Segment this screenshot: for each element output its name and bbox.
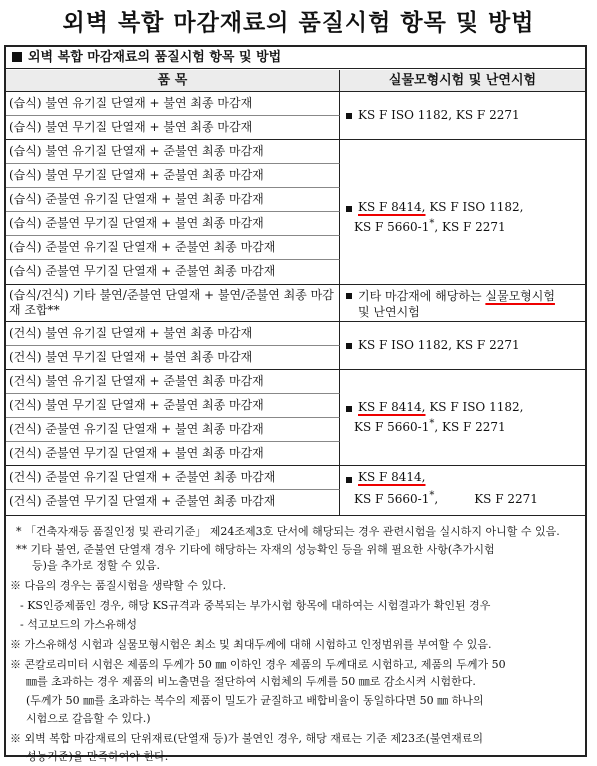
footnote: 등)을 추가로 정할 수 있음. (32, 559, 161, 572)
table-row: (건식) 불연 유기질 단열재 + 불연 최종 마감재 (6, 322, 340, 346)
table-row: (습식) 준불연 무기질 단열재 + 불연 최종 마감재 (6, 212, 340, 236)
footnote: 시험으로 갈음할 수 있다.) (26, 712, 151, 725)
table-row: (건식) 불연 유기질 단열재 + 준불연 최종 마감재 (6, 370, 340, 394)
footnote: ㎜를 초과하는 경우 제품의 비노출면을 절단하여 시험체의 두께를 50 ㎜로 감소시켜 시험한다. (26, 675, 476, 688)
table-row: (건식) 준불연 무기질 단열재 + 준불연 최종 마감재 (6, 490, 340, 516)
table-row: (습식) 준불연 무기질 단열재 + 준불연 최종 마감재 (6, 260, 340, 285)
bullet-icon (346, 206, 352, 212)
footnote: ※ 외벽 복합 마감재료의 단위재료(단열재 등)가 불연인 경우, 해당 재료는 기준 제23조(불연재료의 (10, 732, 483, 745)
col-header-items: 품 목 (6, 70, 340, 92)
table-row: (건식) 불연 무기질 단열재 + 준불연 최종 마감재 (6, 394, 340, 418)
table-row: (건식) 준불연 무기질 단열재 + 불연 최종 마감재 (6, 442, 340, 466)
col-header-methods: 실물모형시험 및 난연시험 (340, 70, 585, 92)
table-row: (건식) 불연 무기질 단열재 + 불연 최종 마감재 (6, 346, 340, 370)
table-row: (습식/건식) 기타 불연/준불연 단열재 + 불연/준불연 최종 마감재 조합** (6, 285, 340, 322)
footnote: * 「건축자재등 품질인정 및 관리기준」 제24조제3호 단서에 해당되는 경우 관련시험을 실시하지 아니할 수 있음. (16, 525, 560, 538)
method-cell: KS F 8414, KS F ISO 1182, KS F 5660-1*, KS F 2271 (340, 140, 585, 285)
section-heading: 외벽 복합 마감재료의 품질시험 항목 및 방법 (6, 47, 585, 69)
footnote: ** 기타 불연, 준불연 단열재 경우 기타에 해당하는 자재의 성능확인 등을 위해 필요한 사항(추가시험 (16, 543, 495, 556)
table-row: (습식) 불연 무기질 단열재 + 준불연 최종 마감재 (6, 164, 340, 188)
footnote: (두께가 50 ㎜를 초과하는 복수의 제품이 밀도가 균질하고 배합비율이 동일하다면 50 ㎜ 하나의 (26, 694, 484, 707)
bullet-icon (346, 343, 352, 349)
footnote: ※ 다음의 경우는 품질시험을 생략할 수 있다. (10, 579, 227, 592)
bullet-icon (346, 406, 352, 412)
method-cell: KS F ISO 1182, KS F 2271 (340, 92, 585, 140)
method-cell: KS F 8414, KS F 5660-1*, KS F 2271 (340, 466, 585, 516)
table-row: (습식) 불연 유기질 단열재 + 준불연 최종 마감재 (6, 140, 340, 164)
bullet-icon (346, 113, 352, 119)
method-cell: KS F ISO 1182, KS F 2271 (340, 322, 585, 370)
table-row: (건식) 준불연 유기질 단열재 + 준불연 최종 마감재 (6, 466, 340, 490)
table-row: (습식) 불연 유기질 단열재 + 불연 최종 마감재 (6, 92, 340, 116)
footnote: 성능기준)을 만족하여야 한다. (26, 750, 169, 763)
bullet-icon (346, 477, 352, 483)
table-row: (건식) 준불연 유기질 단열재 + 불연 최종 마감재 (6, 418, 340, 442)
table-row: (습식) 준불연 유기질 단열재 + 불연 최종 마감재 (6, 188, 340, 212)
square-bullet-icon (12, 52, 22, 62)
footnote: ※ 콘칼로리미터 시험은 제품의 두께가 50 ㎜ 이하인 경우 제품의 두께대로 시험하고, 제품의 두께가 50 (10, 658, 506, 671)
bullet-icon (346, 293, 352, 299)
page-title: 외벽 복합 마감재료의 품질시험 항목 및 방법 (62, 10, 535, 36)
table-row: (습식) 불연 무기질 단열재 + 불연 최종 마감재 (6, 116, 340, 140)
footnote: ※ 가스유해성 시험과 실물모형시험은 최소 및 최대두께에 대해 시험하고 인정범위를 부여할 수 있음. (10, 638, 492, 651)
table-row: (습식) 준불연 유기질 단열재 + 준불연 최종 마감재 (6, 236, 340, 260)
footnote: - 석고보드의 가스유해성 (20, 618, 137, 631)
quality-test-box (4, 45, 587, 763)
method-cell: 기타 마감재에 해당하는 실물모형시험 및 난연시험 (340, 285, 585, 322)
footnote: - KS인증제품인 경우, 해당 KS규격과 중복되는 부가시험 항목에 대하여는 시험결과가 확인된 경우 (20, 599, 491, 612)
method-cell: KS F 8414, KS F ISO 1182, KS F 5660-1*, KS F 2271 (340, 370, 585, 466)
